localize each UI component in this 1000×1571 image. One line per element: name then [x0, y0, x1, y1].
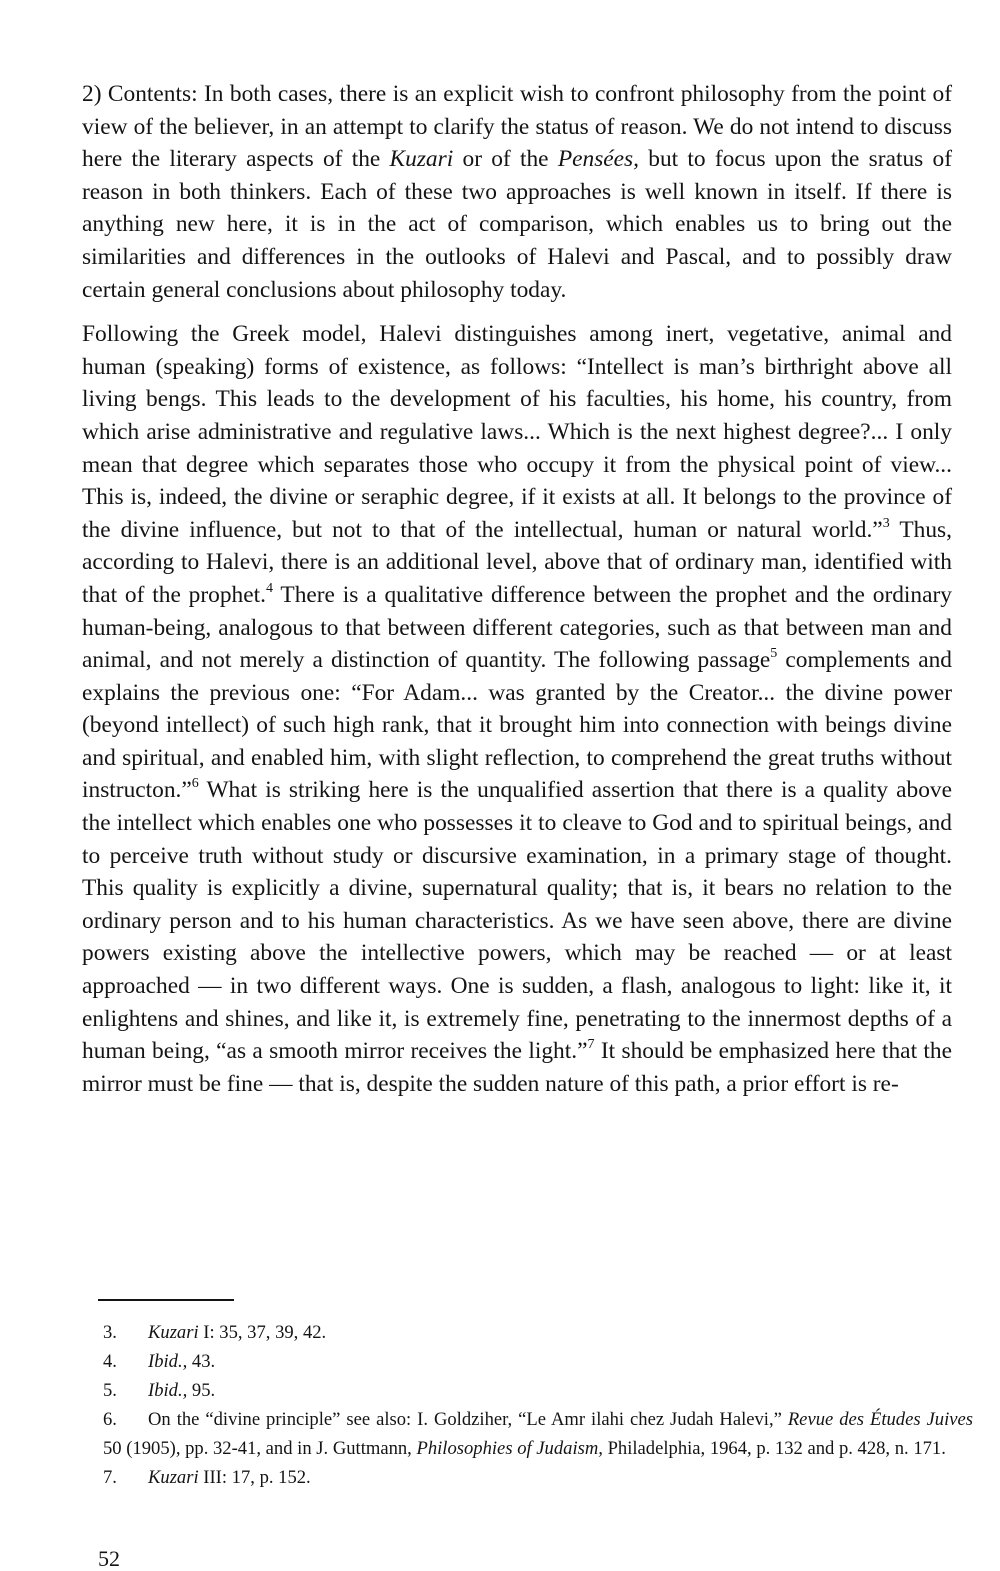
- italic-title: Pensées,: [557, 146, 640, 173]
- italic-title: Ibid.,: [148, 1351, 188, 1372]
- page-number: 52: [98, 1546, 120, 1571]
- text-run: 95.: [187, 1380, 216, 1401]
- italic-title: Kuzari: [148, 1467, 199, 1488]
- footnote: [103, 1347, 973, 1376]
- paragraph-greek-model: [82, 318, 952, 1100]
- text-run: It should be emphasized here that the mirror must be fine — that is, despite the sudden nature of this path, a prior effort is re-: [82, 1038, 952, 1097]
- italic-title: Ibid.,: [148, 1380, 188, 1401]
- footnote-number: 6.: [103, 1409, 117, 1430]
- footnote-text: [148, 1380, 215, 1401]
- footnote-number: 5.: [103, 1380, 117, 1401]
- footnote-number: 4.: [103, 1351, 117, 1372]
- text-run: 43.: [187, 1351, 216, 1372]
- footnote-text: [148, 1351, 215, 1372]
- text-run: complements and explains the previous one: “For Adam... was granted by the Creator... the divine power (beyond intellect) of such high rank, that it brought him into connection with beings divine and spiritual, and enabled him, with slight reflection, to comprehend the great truths without instructon.”: [82, 647, 952, 804]
- text-run: 50 (1905), pp. 32-41, and in J. Guttmann,: [103, 1438, 417, 1459]
- footnote-reference: 5: [770, 644, 778, 661]
- footnote-text: [103, 1409, 973, 1459]
- italic-title: Revue des Études Juives: [787, 1409, 973, 1430]
- footnote: [103, 1376, 973, 1405]
- footnote-reference: 6: [191, 775, 199, 792]
- text-run: There is a qualitative difference between the prophet and the ordinary human-being, analogous to that between different categories, such as that between man and animal, and not merely a distinction of quantity. The following passage: [82, 581, 952, 674]
- body-text: [82, 78, 952, 1100]
- text-run: What is striking here is the unqualified assertion that there is a quality above the intellect which enables one who possesses it to cleave to God and to spiritual beings, and to perceive truth without study or discursive examination, in a primary stage of thought. This quality is explicitly a divine, supernatural quality; that is, it bears no relation to the ordinary person and to his human characteristics. As we have seen above, there are divine powers existing above the intellective powers, which may be reached — or at least approached — in two different ways. One is sudden, a flash, analogous to light: like it, it enlightens and shines, and like it, is extremely fine, penetrating to the innermost depths of a human being, “as a smooth mirror receives the light.”: [82, 777, 952, 1065]
- footnote-number: 3.: [103, 1322, 117, 1343]
- text-run: Philadelphia, 1964, p. 132 and p. 428, n. 171.: [602, 1438, 946, 1459]
- text-run: Thus, according to Halevi, there is an additional level, above that of ordinary man, identified with that of the prophet.: [82, 516, 952, 608]
- text-run: III: 17, p. 152.: [198, 1467, 311, 1488]
- footnote-divider: [98, 1299, 234, 1301]
- italic-title: Kuzari: [148, 1322, 199, 1343]
- footnote: [103, 1318, 973, 1347]
- text-run: On the “divine principle” see also: I. Goldziher, “Le Amr ilahi chez Judah Halevi,”: [148, 1409, 788, 1430]
- text-run: I: 35, 37, 39, 42.: [198, 1322, 327, 1343]
- footnotes: [103, 1318, 973, 1492]
- footnote: [103, 1463, 973, 1492]
- text-run: Following the Greek model, Halevi distinguishes among inert, vegetative, animal and human (speaking) forms of existence, as follows: “Intellect is man’s birthright above all living bengs. This leads to the development of his faculties, his home, his country, from which arise administrative and regulative laws... Which is the next highest degree?... I only mean that degree which separates those who occupy it from the physical point of view... This is, indeed, the divine or seraphic degree, if it exists at all. It belongs to the province of the divine influence, but not to that of the intellectual, human or natural world.”: [82, 321, 952, 543]
- text-run: 2) Contents: In both cases, there is an explicit wish to confront philosophy from the point of view of the believer, in an attempt to clarify the status of reason. We do not intend to discuss here the literary aspects of the: [82, 81, 952, 173]
- text-run: but to focus upon the sratus of reason in both thinkers. Each of these two approaches is well known in itself. If there is anything new here, it is in the act of comparison, which enables us to bring out the similarities and differences in the outlooks of Halevi and Pascal, and to possibly draw certain general conclusions about philosophy today.: [82, 146, 952, 303]
- footnote-reference: 4: [265, 579, 273, 596]
- text-run: or of the: [453, 146, 558, 173]
- footnote-reference: 3: [882, 514, 890, 531]
- paragraph-contents: [82, 78, 952, 306]
- italic-title: Philosophies of Judaism,: [416, 1438, 603, 1459]
- footnote-text: [148, 1322, 326, 1343]
- footnote: [103, 1405, 973, 1463]
- footnote-text: [148, 1467, 311, 1488]
- italic-title: Kuzari: [389, 146, 454, 173]
- footnote-reference: 7: [587, 1036, 595, 1053]
- footnote-number: 7.: [103, 1467, 117, 1488]
